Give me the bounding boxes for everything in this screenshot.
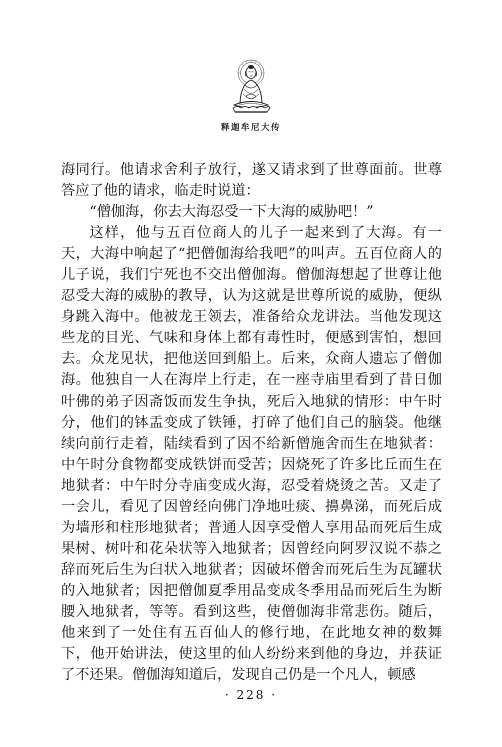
paragraph: 海同行。他请求舍利子放行，遂又请求到了世尊面前。世尊答应了他的请求，临走时说道：	[61, 162, 442, 200]
paragraph: “僧伽海，你去大海忍受一下大海的威胁吧！”	[89, 204, 374, 221]
running-title: 释迦牟尼大传	[220, 123, 281, 133]
paragraph: 这样，他与五百位商人的儿子一起来到了大海。有一天，大海中响起了“把僧伽海给我吧”的叫声。五百位商人的儿子说，我们宁死也不交出僧伽海。僧伽海想起了世尊让他忍受大海的威胁的教导，认为这就是世尊所说的威胁，便纵身跳入海中。他被龙王领去，准备给众龙讲法。当他发现这些龙的目光、气味和身体上都有毒性时，便感到害怕，想回去。众龙见状，把他送回到船上。后来，众商人遗忘了僧伽海。他独自一人在海岸上行走，在一座寺庙里看到了昔日伽叶佛的弟子因斋饭而发生争执，死后入地狱的情形：中午时分，他们的钵盂变成了铁锤，打碎了他们自己的脑袋。他继续向前行走着，陆续看到了因不给新僧施舍而生在地狱者：中午时分食物都变成铁饼而受苦；因烧死了许多比丘而生在地狱者：中午时分寺庙变成火海，忍受着烧烫之苦。又走了一会儿，看见了因曾经向佛门净地吐痰、擤鼻涕，而死后成为墙形和柱形地狱者；普通人因享受僧人享用品而死后生成果树、树叶和花朵状等入地狱者；因曾经向阿罗汉说不恭之辞而死后生为臼状入地狱者；因破坏僧舍而死后生为瓦罐状的入地狱者；因把僧伽夏季用品变成冬季用品而死后生为断腰入地狱者，等等。看到这些，使僧伽海非常悲伤。随后，他来到了一处住有五百仙人的修行地，在此地女神的数舞下，他开始讲法，使这里的仙人纷纷来到他的身边，并获证了不还果。僧伽海知道后，发现自己仍是一个凡人，顿感	[61, 225, 442, 684]
body-text	[61, 160, 442, 686]
page-number: · 228 ·	[224, 688, 278, 702]
seated-buddha-icon	[227, 58, 275, 118]
page-header	[0, 58, 502, 133]
